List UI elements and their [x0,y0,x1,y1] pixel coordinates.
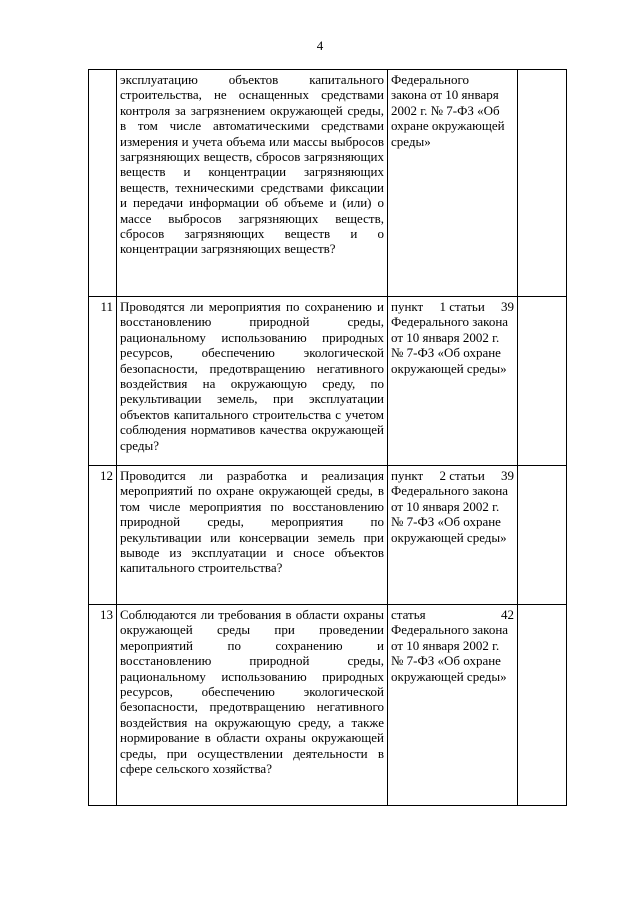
answer-cell[interactable] [518,70,567,297]
legal-reference-first-line: пункт 2 статьи 39 [391,468,514,483]
answer-cell[interactable] [518,297,567,466]
row-number: 13 [89,605,117,806]
row-number [89,70,117,297]
question-text: Проводится ли разработка и реализация мероприятий по охране окружающей среды, в том числе мероприятия по восстановлению природной среды, мероприятия по рекультивации или консервации земель при выводе из эксплуатации и сносе объектов капитального строительства? [117,466,388,605]
table-row [89,466,567,605]
legal-reference-first-line: статья 42 [391,607,514,622]
question-text: эксплуатацию объектов капитального строительства, не оснащенных средствами контроля за загрязнением окружающей среды, в том числе автоматическими средствами измерения и учета объема или массы выбросов загрязняющих веществ, сбросов загрязняющих веществ и концентрации загрязняющих веществ, техническими средствами фиксации и передачи информации об объеме и (или) о массе выбросов загрязняющих веществ, сбросов загрязняющих веществ и о концентрации загрязняющих веществ? [117,70,388,297]
row-number: 12 [89,466,117,605]
legal-reference [388,466,518,605]
requirements-table [88,69,567,806]
legal-reference-first-line: пункт 1 статьи 39 [391,299,514,314]
table-row [89,297,567,466]
legal-reference [388,605,518,806]
legal-reference-rest: Федерального закона от 10 января 2002 г. № 7-ФЗ «Об охране окружающей среды» [391,314,509,376]
page-number: 4 [316,38,324,53]
question-text: Соблюдаются ли требования в области охраны окружающей среды при проведении мероприятий по сохранению и восстановлению природной среды, рациональному использованию природных ресурсов, обеспечению экологической безопасности, предотвращению негативного воздействия на окружающую среду, а также нормирование в области охраны окружающей среды, при осуществлении деятельности в сфере сельского хозяйства? [117,605,388,806]
legal-reference-rest: закона от 10 января 2002 г. № 7-ФЗ «Об охране окружающей среды» [391,87,505,149]
row-number: 11 [89,297,117,466]
table-row [89,605,567,806]
legal-reference-rest: Федерального закона от 10 января 2002 г. № 7-ФЗ «Об охране окружающей среды» [391,622,509,684]
legal-reference-first-line: Федерального [391,72,470,87]
answer-cell[interactable] [518,466,567,605]
answer-cell[interactable] [518,605,567,806]
legal-reference [388,70,518,297]
question-text: Проводятся ли мероприятия по сохранению и восстановлению природной среды, рациональному использованию природных ресурсов, обеспечению экологической безопасности, предотвращению негативного воздействия на окружающую среду, по рекультивации земель, при эксплуатации объектов капитального строительства с учетом соблюдения нормативов качества окружающей среды? [117,297,388,466]
legal-reference-rest: Федерального закона от 10 января 2002 г. № 7-ФЗ «Об охране окружающей среды» [391,483,509,545]
legal-reference [388,297,518,466]
table-row [89,70,567,297]
